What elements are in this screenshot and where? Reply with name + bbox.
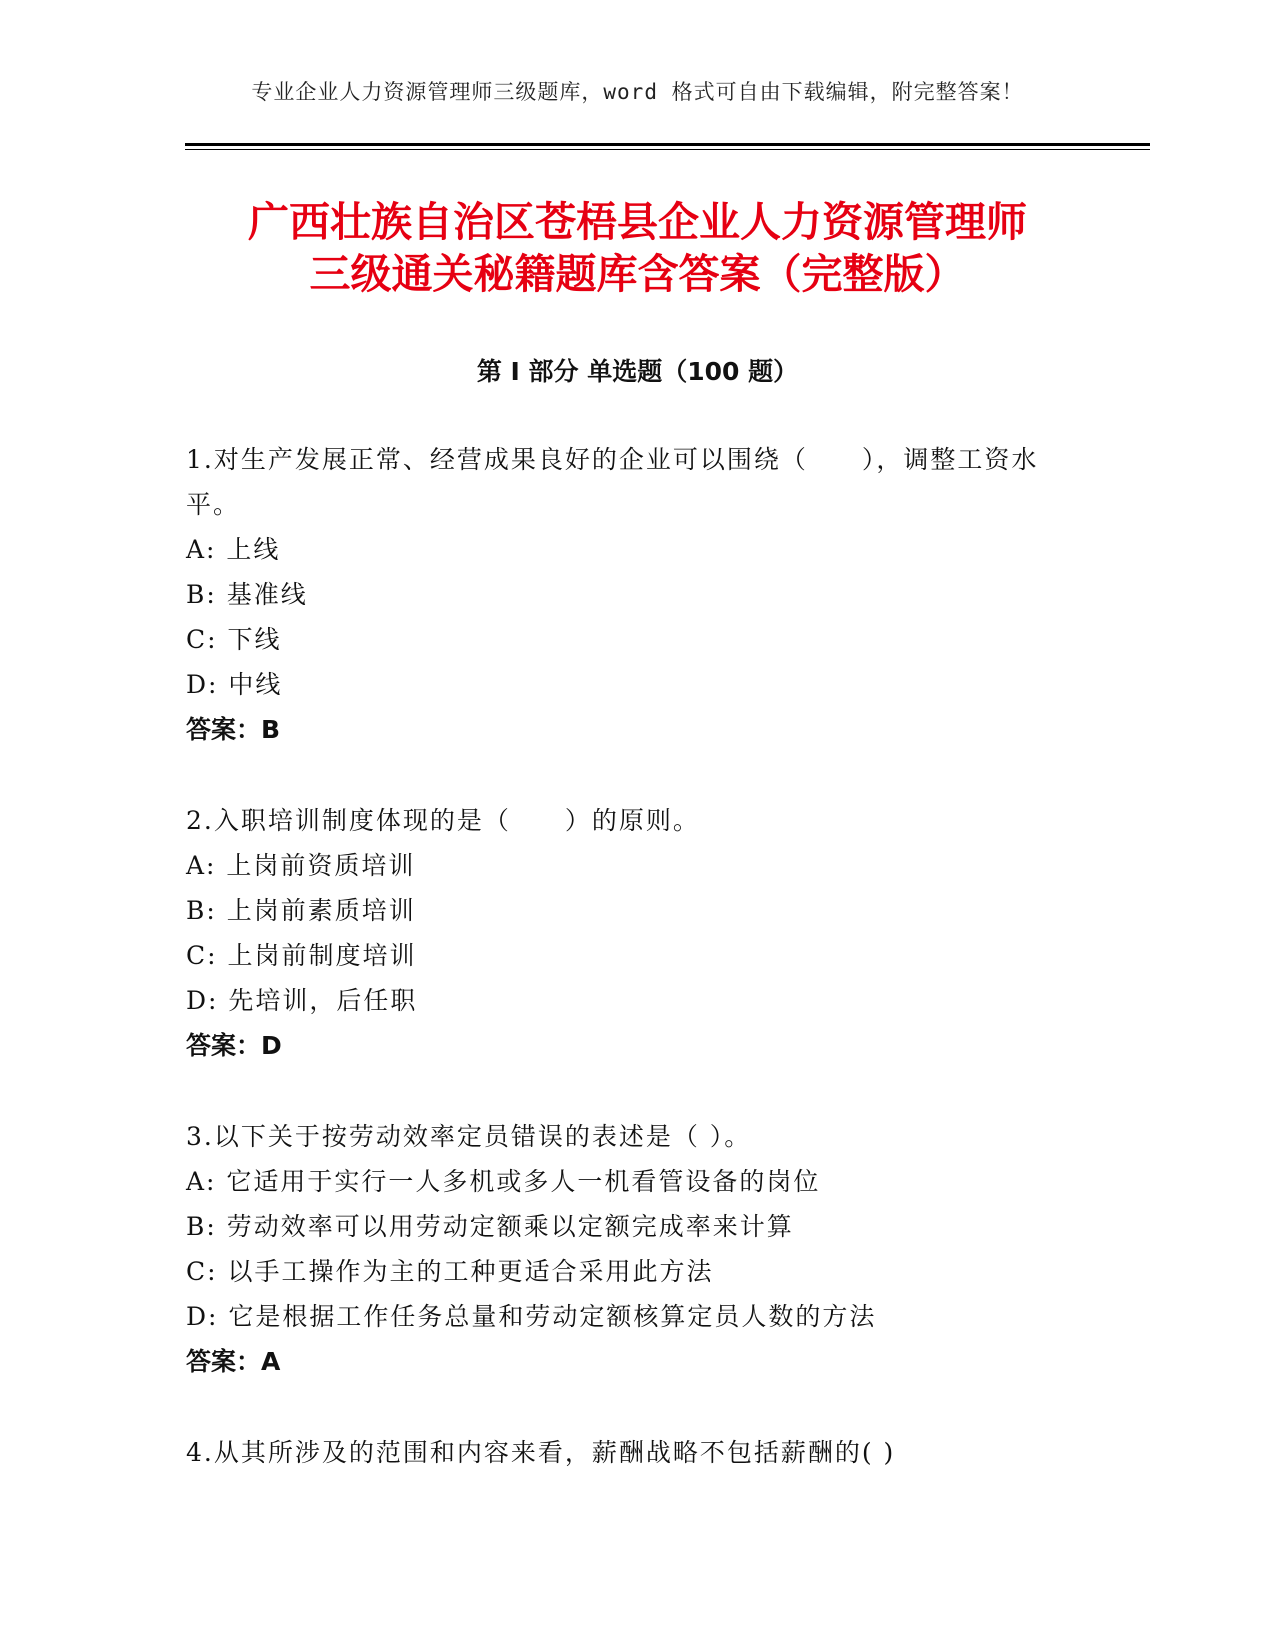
option-d: D: 中线: [186, 670, 283, 699]
option-b: B: 基准线: [186, 580, 308, 609]
option-a: A: 它适用于实行一人多机或多人一机看管设备的岗位: [186, 1167, 821, 1196]
header-divider-thick: [185, 143, 1150, 146]
option-d: D: 先培训，后任职: [186, 986, 418, 1015]
option-c: C: 上岗前制度培训: [186, 941, 417, 970]
section-heading: 第 I 部分 单选题（100 题）: [476, 357, 799, 386]
title-line-1: 广西壮族自治区苍梧县企业人力资源管理师: [248, 198, 1027, 246]
answer: 答案：D: [186, 1031, 282, 1060]
option-b: B: 劳动效率可以用劳动定额乘以定额完成率来计算: [186, 1212, 794, 1241]
question-stem: 1.对生产发展正常、经营成果良好的企业可以围绕（ ），调整工资水平。: [186, 445, 1039, 519]
option-c: C: 以手工操作为主的工种更适合采用此方法: [186, 1257, 714, 1286]
header-note: 专业企业人力资源管理师三级题库，word 格式可自由下载编辑，附完整答案！: [251, 80, 1024, 104]
answer: 答案：B: [186, 715, 281, 744]
header-divider-thin: [185, 149, 1150, 150]
question-2: [186, 798, 1066, 1068]
document-title: [150, 196, 1125, 300]
title-line-2: 三级通关秘籍题库含答案（完整版）: [309, 250, 966, 298]
question-stem: 3.以下关于按劳动效率定员错误的表述是（ ）。: [186, 1122, 752, 1151]
question-stem: 2.入职培训制度体现的是（ ）的原则。: [186, 806, 700, 835]
question-stem: 4.从其所涉及的范围和内容来看，薪酬战略不包括薪酬的( ): [186, 1438, 896, 1467]
answer: 答案：A: [186, 1347, 281, 1376]
option-a: A: 上线: [186, 535, 281, 564]
question-4: [186, 1430, 1066, 1475]
question-list: [186, 437, 1066, 1521]
option-c: C: 下线: [186, 625, 282, 654]
option-b: B: 上岗前素质培训: [186, 896, 416, 925]
option-d: D: 它是根据工作任务总量和劳动定额核算定员人数的方法: [186, 1302, 877, 1331]
option-a: A: 上岗前资质培训: [186, 851, 416, 880]
question-3: [186, 1114, 1066, 1384]
question-1: [186, 437, 1066, 752]
